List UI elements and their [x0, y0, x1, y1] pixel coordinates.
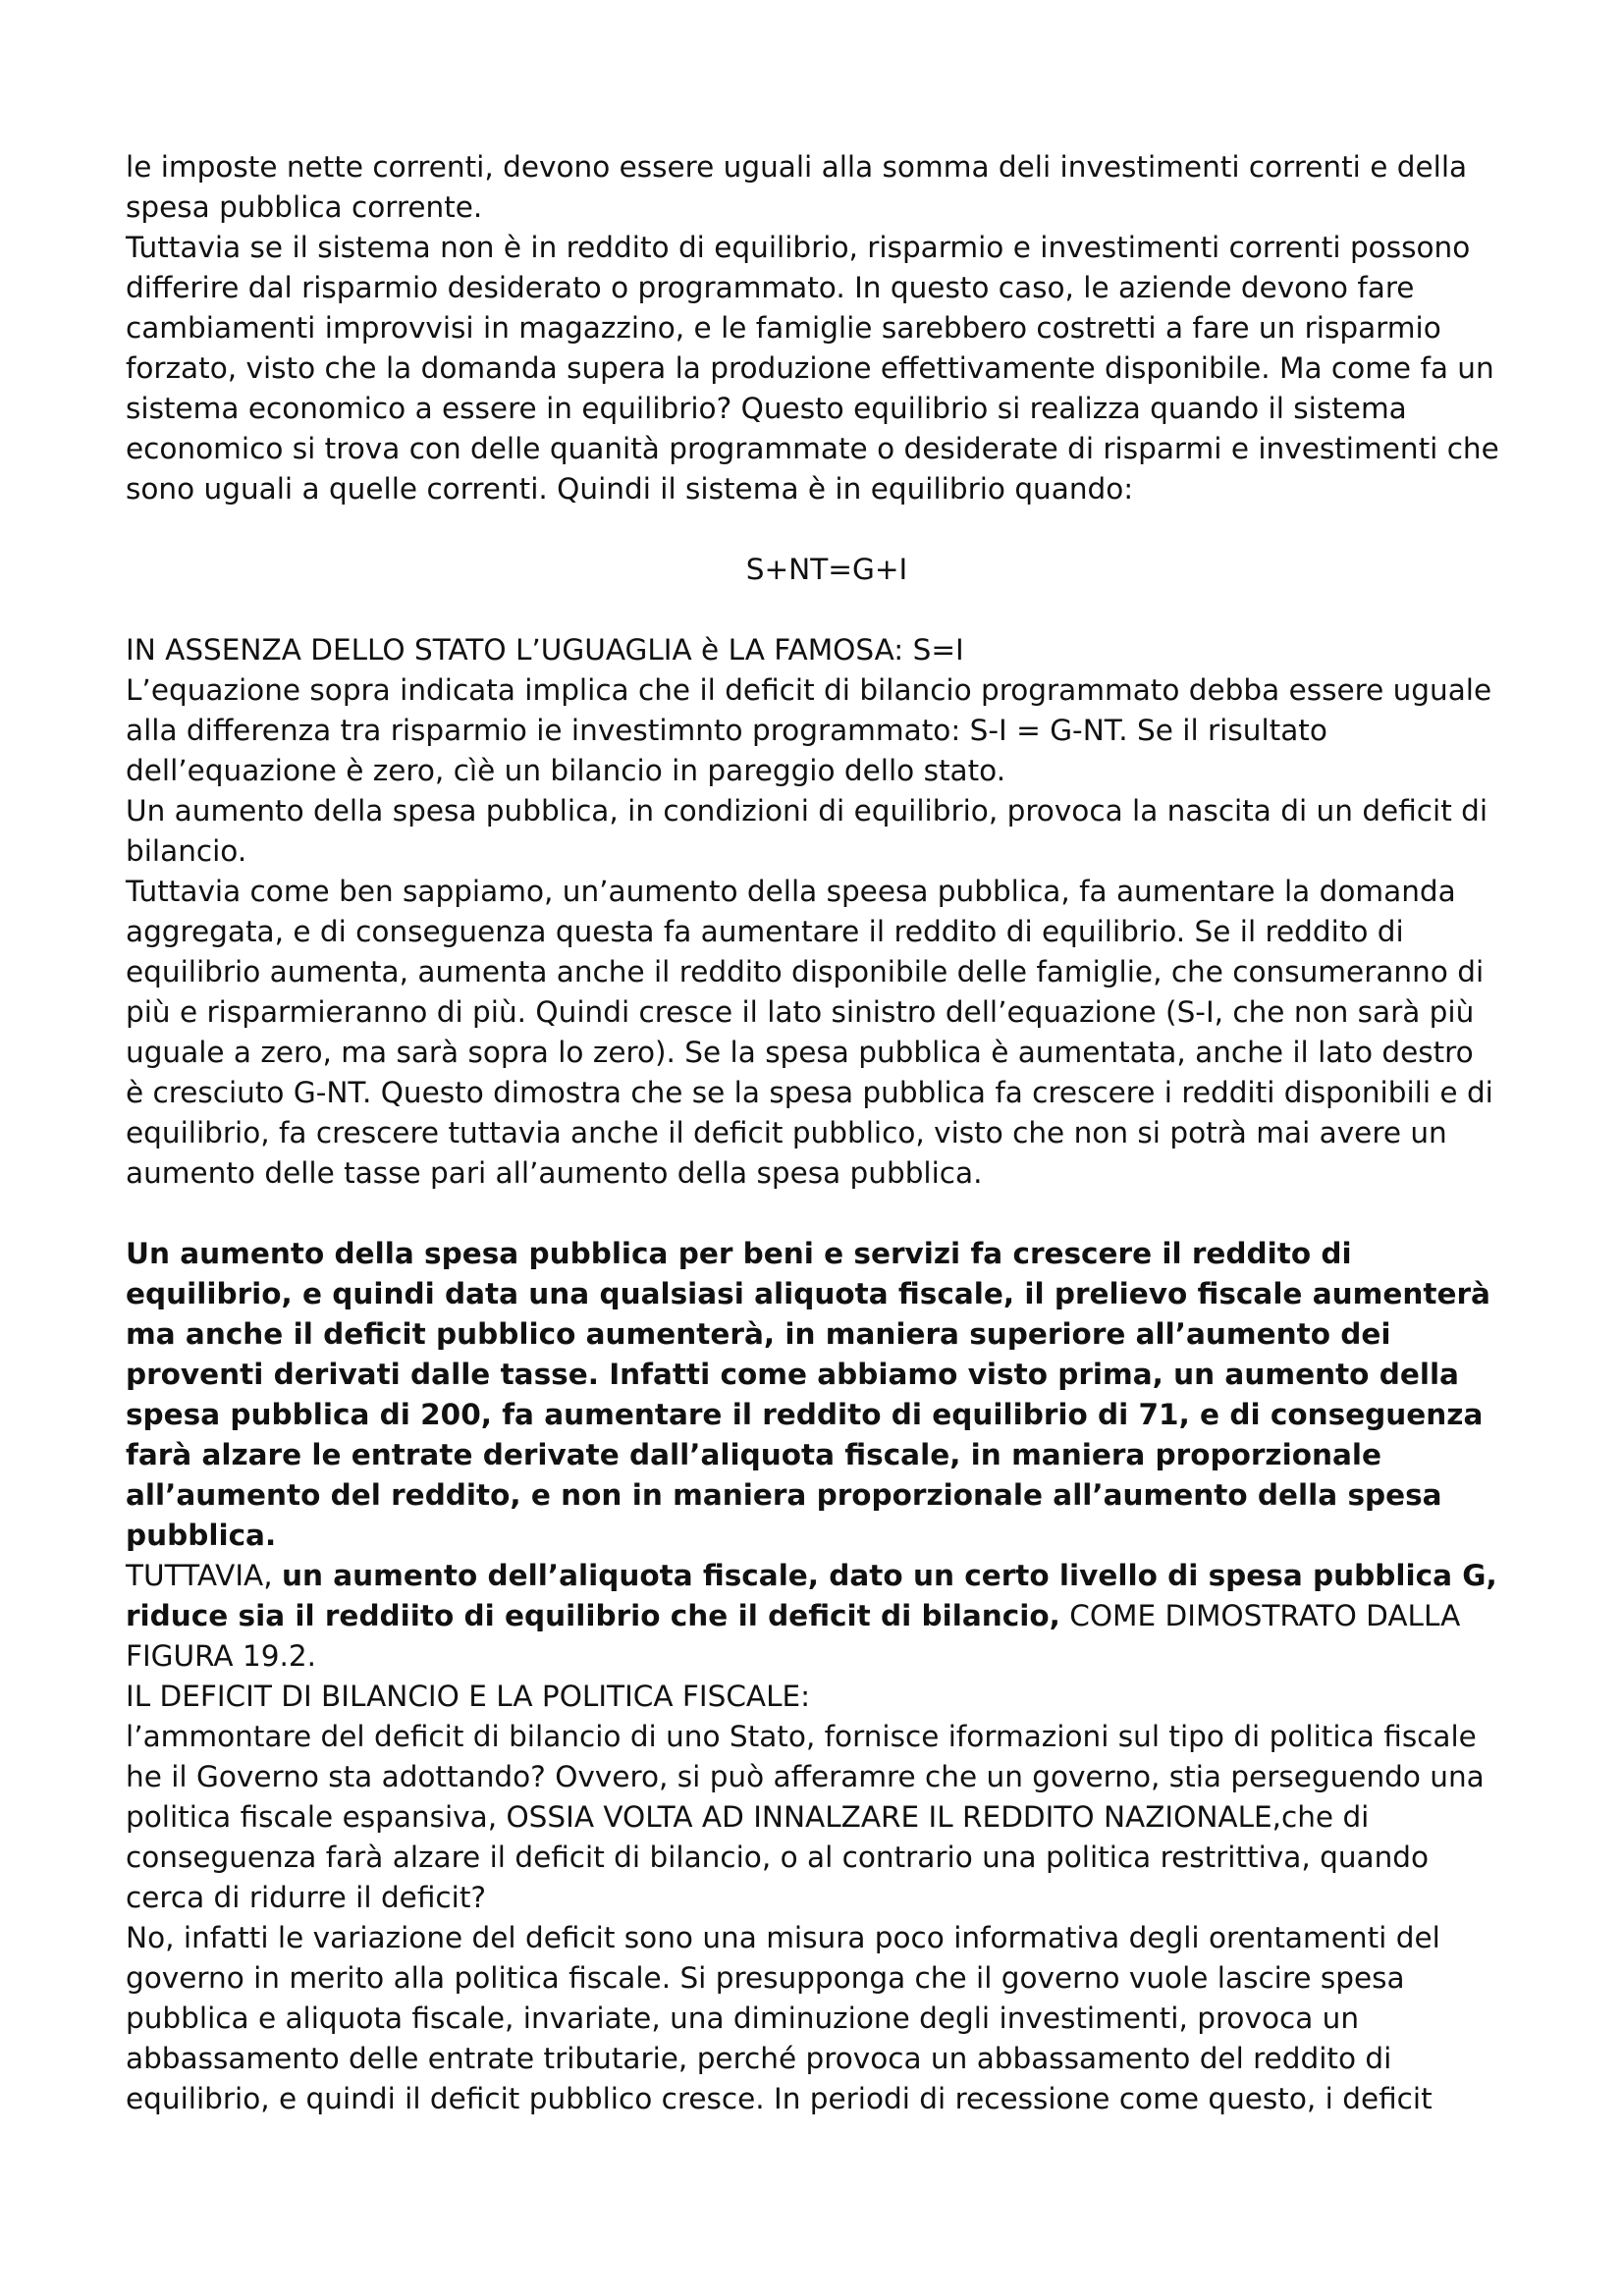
paragraph-deficit-question: l’ammontare del deficit di bilancio di uno Stato, fornisce iformazioni sul tipo di politica fiscale he il Governo sta adottando? Ovvero, si può afferamre che un governo, stia perseguendo una politica fiscale espansiva, OSSIA VOLTA AD INNALZARE IL REDDITO NAZIONALE,che di conseguenza farà alzare il deficit di bilancio, o al contrario una politica restrittiva, quando cerca di ridurre il deficit?	[126, 1720, 1485, 1914]
paragraph-intro: le imposte nette correnti, devono essere uguali alla somma deli investimenti correnti e della spesa pubblica corrente.	[126, 150, 1468, 224]
paragraph-deficit-answer: No, infatti le variazione del deficit sono una misura poco informativa degli orentamenti del governo in merito alla politica fiscale. Si presupponga che il governo vuole lascire spesa pubblica e aliquota fiscale, invariate, una diminuzione degli investimenti, provoca un abbassamento delle entrate tributarie, perché provoca un abbassamento del reddito di equilibrio, e quindi il deficit pubblico cresce. In periodi di recessione come questo, i deficit	[126, 1921, 1440, 2115]
paragraph-spending-increase: Un aumento della spesa pubblica, in condizioni di equilibrio, provoca la nascita di un deficit di bilancio.	[126, 794, 1488, 868]
paragraph-absence-state: IN ASSENZA DELLO STATO L’UGUAGLIA è LA FAMOSA: S=I	[126, 633, 964, 667]
formula-equilibrium: S+NT=G+I	[745, 553, 908, 586]
section-heading-fiscal-policy: IL DEFICIT DI BILANCIO E LA POLITICA FISCALE:	[126, 1680, 811, 1713]
tax-rate-bold: un aumento dell’aliquota fiscale, dato un certo livello di spesa pubblica G, riduce sia il reddiito di equilibrio che il deficit di bilancio,	[126, 1559, 1497, 1632]
tax-rate-tail: COME DIMOSTRATO DALLA FIGURA 19.2.	[126, 1599, 1461, 1673]
paragraph-equation-deficit: L’equazione sopra indicata implica che il deficit di bilancio programmato debba essere uguale alla differenza tra risparmio ie investimnto programmato: S-I = G-NT. Se il risultato dell’equazione è zero, cìè un bilancio in pareggio dello stato.	[126, 673, 1492, 787]
paragraph-equilibrium: Tuttavia se il sistema non è in reddito di equilibrio, risparmio e investimenti correnti possono differire dal risparmio desiderato o programmato. In questo caso, le aziende devono fare cambiamenti improvvisi in magazzino, e le famiglie sarebbero costretti a fare un risparmio forzato, visto che la domanda supera la produzione effettivamente disponibile. Ma come fa un sistema economico a essere in equilibrio? Questo equilibrio si realizza quando il sistema economico si trova con delle quanità programmate o desiderate di risparmi e investimenti che sono uguali a quelle correnti. Quindi il sistema è in equilibrio quando:	[126, 231, 1499, 506]
paragraph-aggregate-demand: Tuttavia come ben sappiamo, un’aumento della speesa pubblica, fa aumentare la domanda aggregata, e di conseguenza questa fa aumentare il reddito di equilibrio. Se il reddito di equilibrio aumenta, aumenta anche il reddito disponibile delle famiglie, che consumeranno di più e risparmieranno di più. Quindi cresce il lato sinistro dell’equazione (S-I, che non sarà più uguale a zero, ma sarà sopra lo zero). Se la spesa pubblica è aumentata, anche il lato destro è cresciuto G-NT. Questo dimostra che se la spesa pubblica fa crescere i redditi disponibili e di equilibrio, fa crescere tuttavia anche il deficit pubblico, visto che non si potrà mai avere un aumento delle tasse pari all’aumento della spesa pubblica.	[126, 875, 1493, 1190]
document-body	[126, 147, 1500, 2119]
paragraph-tax-rate	[126, 1556, 1500, 1677]
tax-rate-lead: TUTTAVIA,	[126, 1559, 282, 1592]
paragraph-bold-summary: Un aumento della spesa pubblica per beni e servizi fa crescere il reddito di equilibrio, e quindi data una qualsiasi aliquota fiscale, il prelievo fiscale aumenterà ma anche il deficit pubblico aumenterà, in maniera superiore all’aumento dei proventi derivati dalle tasse. Infatti come abbiamo visto prima, un aumento della spesa pubblica di 200, fa aumentare il reddito di equilibrio di 71, e di conseguenza farà alzare le entrate derivate dall’aliquota fiscale, in maniera proporzionale all’aumento del reddito, e non in maniera proporzionale all’aumento della spesa pubblica.	[126, 1237, 1490, 1552]
